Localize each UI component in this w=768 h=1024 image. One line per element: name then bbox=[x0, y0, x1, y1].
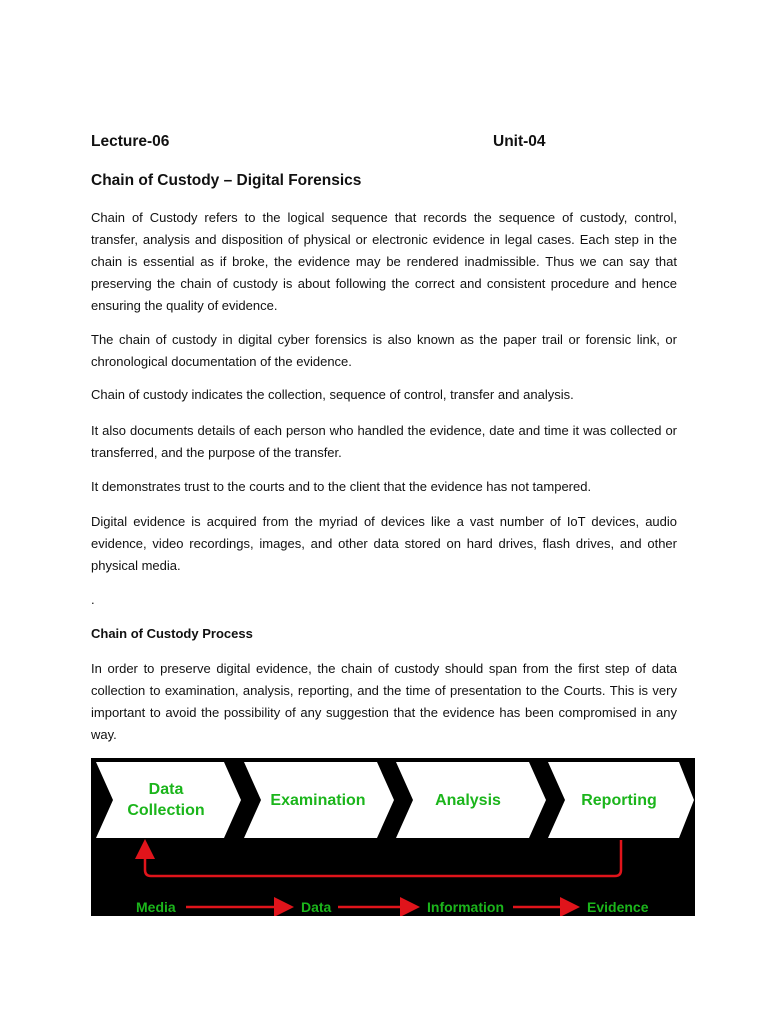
paragraph-process: In order to preserve digital evidence, the chain of custody should span from the first step of data collection to examination, analysis, reporting, and the time of presentation to the Courts. This is very important to avoid the possibility of any suggestion that the evidence has been compromised in any way. bbox=[91, 661, 677, 742]
paragraph-paper-trail: The chain of custody in digital cyber forensics is also known as the paper trail or forensic link, or chronological documentation of the evidence. bbox=[91, 332, 677, 369]
flow-label-information: Information bbox=[427, 899, 504, 915]
step-1-line1: Data bbox=[148, 781, 184, 798]
process-diagram-svg bbox=[91, 758, 695, 916]
paragraph-documents: It also documents details of each person who handled the evidence, date and time it was collected or transferred, and the purpose of the transfer. bbox=[91, 423, 677, 460]
step-1-line2: Collection bbox=[127, 802, 205, 819]
lecture-label: Lecture-06 bbox=[91, 133, 170, 150]
paragraph-trust: It demonstrates trust to the courts and to the client that the evidence has not tampered. bbox=[91, 479, 592, 494]
paragraph-indicates: Chain of custody indicates the collection, sequence of control, transfer and analysis. bbox=[91, 387, 574, 402]
flow-label-media: Media bbox=[136, 899, 176, 915]
flow-label-data: Data bbox=[301, 899, 332, 915]
chain-of-custody-diagram bbox=[91, 758, 695, 916]
flow-label-evidence: Evidence bbox=[587, 899, 649, 915]
paragraph-definition: Chain of Custody refers to the logical sequence that records the sequence of custody, control, transfer, analysis and disposition of physical or electronic evidence in legal cases. Each step in the chain is essential as if broke, the evidence may be rendered inadmissible. Thus we can say that preserving the chain of custody is about following the correct and consistent procedure and hence ensuring the quality of evidence. bbox=[91, 210, 677, 313]
page-title: Chain of Custody – Digital Forensics bbox=[91, 172, 362, 189]
paragraph-dot: . bbox=[91, 592, 95, 607]
section-heading: Chain of Custody Process bbox=[91, 626, 253, 641]
header-row bbox=[91, 133, 677, 155]
step-4-label: Reporting bbox=[581, 792, 657, 809]
paragraph-digital-evidence: Digital evidence is acquired from the myriad of devices like a vast number of IoT devices, audio evidence, video recordings, images, and other data stored on hard drives, flash drives, and other physical media. bbox=[91, 514, 677, 573]
unit-label: Unit-04 bbox=[493, 133, 546, 150]
step-2-label: Examination bbox=[270, 792, 366, 809]
chevron-step-1 bbox=[96, 762, 241, 838]
feedback-arrow bbox=[145, 840, 621, 876]
step-3-label: Analysis bbox=[435, 792, 501, 809]
